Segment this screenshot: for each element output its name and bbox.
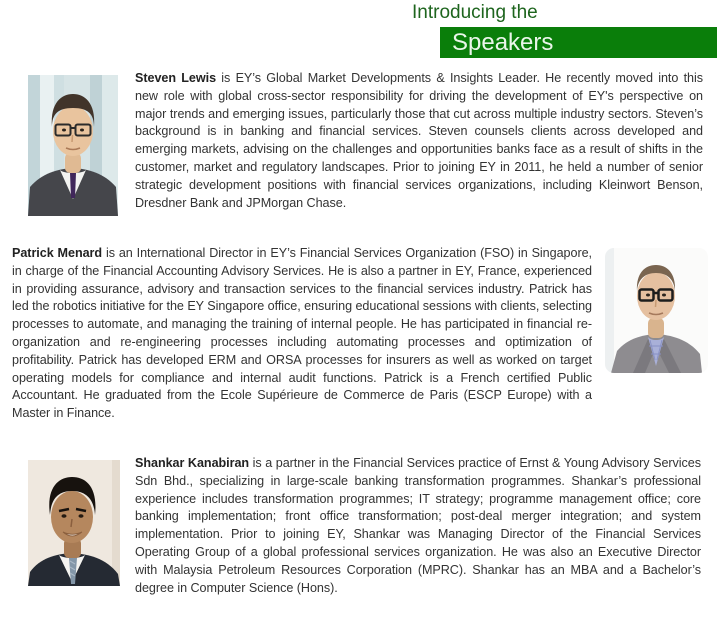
speaker-name: Patrick Menard [12,246,103,260]
slide-title: Speakers [452,28,554,56]
speaker-name: Steven Lewis [135,71,217,85]
steven-lewis-portrait [28,75,118,216]
speaker-bio-text: is a partner in the Financial Services practice of Ernst & Young Advisory Services Sdn Bhd., specializing in large-scale banking transformation programmes. Shankar’s professional experience includes transformation programmes; IT strategy; programme management office; core banking implementation; front office transformation; post-deal merger integration; and system implementation. Prior to joining EY, Shankar was Managing Director of the Financial Services Operating Group of a global professional services organization. He was also an Executive Director with Malaysia Petroleum Resources Corporation (MPRC). Shankar has an MBA and a Bachelor’s degree in Computer Science (Hons). [135,456,701,595]
title-banner [440,27,717,58]
speaker-name: Shankar Kanabiran [135,456,250,470]
speaker-bio-text: is EY’s Global Market Developments & Insights Leader. He recently moved into this new role with global cross-sector responsibility for driving the development of EY's perspective on major trends and emerging issues, particularly those that cut across multiple industry sectors. Steven’s background is in banking and financial services. Steven counsels clients across developed and emerging markets, advising on the challenges and opportunities banks face as a result of shifts in the customer, market and regulatory landscapes. Prior to joining EY in 2011, he held a number of senior strategic development positions with financial services organizations, including Kleinwort Benson, Dresdner Bank and JPMorgan Chase. [135,71,703,210]
speaker-bio-patrick-menard [12,245,592,423]
slide-subtitle: Introducing the [412,2,538,23]
speaker-bio-shankar-kanabiran [135,455,701,597]
patrick-menard-portrait [605,248,708,373]
shankar-kanabiran-portrait [28,460,120,586]
speaker-bio-text: is an International Director in EY’s Financial Services Organization (FSO) in Singapore, in charge of the Financial Accounting Advisory Services. He is also a partner in EY, France, experienced in providing assurance, advisory and transaction services to the financial services industry. Patrick has led the robotics initiative for the EY Singapore office, ensuring educational sessions with clients, selecting processes to automate, and managing the training of internal people. He has participated in financial re-organization and re-engineering processes including automating processes and optimization of profitability. Patrick has developed ERM and ORSA processes for insurers as well as worked on target operating models for compliance and internal audit functions. Patrick is a French certified Public Accountant. He graduated from the Ecole Supérieure de Commerce de Paris (ESCP Europe) with a Master in Finance. [12,246,592,421]
speaker-bio-steven-lewis [135,70,703,212]
